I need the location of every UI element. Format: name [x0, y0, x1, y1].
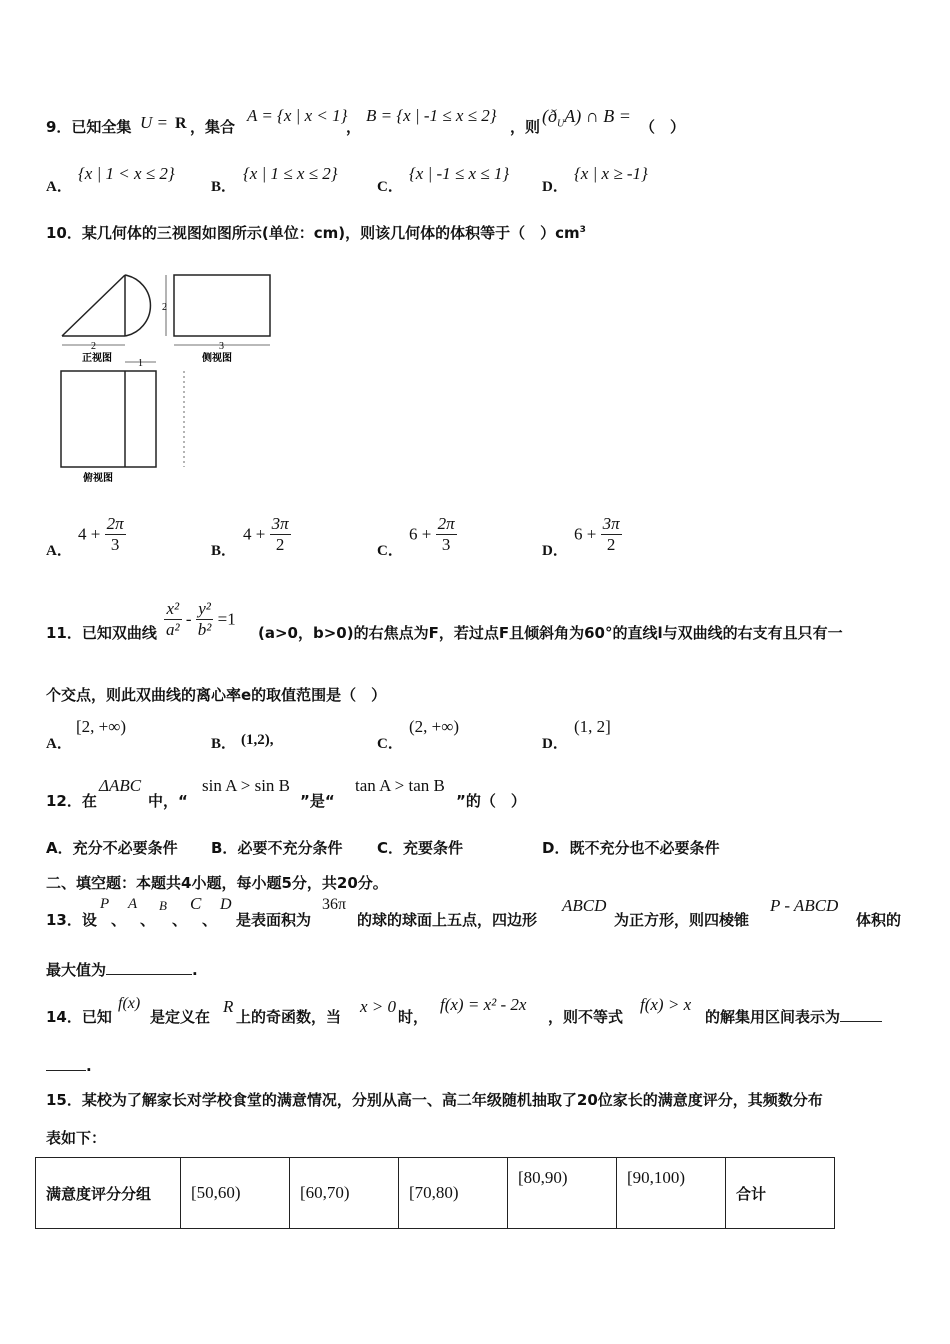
dim-label-2b: 2 [162, 302, 167, 313]
front-view-semicircle [125, 275, 150, 336]
q13-answer-blank[interactable] [106, 960, 192, 975]
q10-option-b: 4 + $\frac{3\pi}{2}$ [243, 514, 289, 554]
q9-set-label: ，集合 [190, 118, 236, 136]
q14-stem-mid2: 上的奇函数，当 [236, 1008, 342, 1026]
section-2-heading: 二、填空题：本题共4小题，每小题5分，共20分。 [46, 874, 388, 892]
q13-surface-area: 36π [322, 896, 347, 913]
q10-option-d-label: D． [542, 543, 568, 559]
q12-triangle: ΔABC [99, 776, 142, 795]
dim-label-1: 1 [138, 358, 143, 369]
q14-line2: . [46, 1056, 92, 1075]
q11-option-b: (1,2), [241, 732, 274, 748]
q9-option-a: {x | 1 < x ≤ 2} [78, 164, 175, 183]
q9-option-b-label: B． [211, 179, 237, 195]
q9-option-a-label: A． [46, 179, 72, 195]
q12-condition-tan: tan A > tan B [355, 776, 445, 795]
q14-stem-end: 的解集用区间表示为 [705, 1006, 882, 1027]
q15-stem-line2: 表如下： [46, 1129, 107, 1147]
q12-condition-sin: sin A > sin B [202, 776, 291, 795]
q11-stem-line2: 个交点，则此双曲线的离心率e的取值范围是（ ） [46, 686, 387, 704]
q14-inequality: f(x) > x [640, 995, 692, 1014]
three-view-figure [48, 268, 288, 490]
q13-pyramid: P - ABCD [770, 896, 839, 915]
q9-real-set: R [175, 115, 187, 132]
q13-point-D: D [220, 896, 232, 913]
q11-option-a: [2, +∞) [76, 717, 127, 736]
q10-option-a-label: A． [46, 543, 72, 559]
q13-point-C: C [190, 894, 202, 913]
q11-option-d-label: D． [542, 736, 568, 752]
front-view-label: 正视图 [82, 353, 112, 364]
q14-stem-start: 14．已知 [46, 1008, 112, 1026]
dim-label-2a: 2 [91, 341, 96, 352]
q13-line2: 最大值为 . [46, 961, 198, 979]
table-cell-70-80: [70,80) [399, 1158, 508, 1229]
q11-option-c-label: C． [377, 736, 403, 752]
q11-hyperbola-equation: $\frac{\text{x²}}{\text{a²}}$ - $\frac{\text{y²}}{\text{b²}}$ =1 [166, 599, 236, 639]
q14-answer-blank[interactable] [840, 1007, 882, 1022]
dim-label-3: 3 [219, 341, 224, 352]
q13-stem-mid2: 的球的球面上五点，四边形 [357, 911, 538, 929]
q9-set-A: A = {x | x < 1} [247, 106, 348, 125]
side-view-rect [174, 275, 270, 336]
q11-stem-rest: (a>0，b>0)的右焦点为F，若过点F且倾斜角为60°的直线l与双曲线的右支有且只有一 [258, 624, 843, 642]
q13-stem-mid1: 是表面积为 [236, 911, 312, 929]
q10-option-b-label: B． [211, 543, 237, 559]
q13-stem-end: 体积的 [856, 911, 902, 929]
front-view-slant-edge [62, 275, 125, 336]
q9-universal-set: U = [140, 113, 168, 132]
q9-option-c: {x | -1 ≤ x ≤ 1} [409, 164, 510, 183]
q14-stem-mid1: 是定义在 [150, 1008, 211, 1026]
q12-stem-end: ”的（ ） [456, 792, 526, 810]
q11-option-d: (1, 2] [574, 717, 611, 736]
q13-sep-4: 、 [202, 911, 218, 929]
top-view-label: 俯视图 [83, 473, 113, 484]
table-cell-60-70: [60,70) [290, 1158, 399, 1229]
q9-option-b: {x | 1 ≤ x ≤ 2} [243, 164, 338, 183]
q9-comma: ， [346, 118, 362, 136]
q13-square: ABCD [562, 896, 607, 915]
q12-option-a: A．充分不必要条件 [46, 839, 178, 857]
q13-sep-2: 、 [140, 911, 156, 929]
q13-sep-3: 、 [172, 911, 188, 929]
q12-stem-start: 12．在 [46, 792, 97, 810]
q14-definition: f(x) = x² - 2x [440, 995, 527, 1014]
table-cell-90-100: [90,100) [617, 1158, 726, 1229]
q9-complement: $(ð_UA)$ ∩ B = [542, 106, 631, 130]
q11-option-b-label: B． [211, 736, 237, 752]
q10-option-a: 4 + $\frac{2\pi}{3}$ [78, 514, 124, 554]
q12-option-b: B．必要不充分条件 [211, 839, 343, 857]
q14-real-R: R [223, 997, 234, 1016]
q12-mid1: 中，“ [148, 792, 188, 810]
q14-stem-mid3: 时， [398, 1008, 429, 1026]
q9-number-text: 9．已知全集 [46, 118, 132, 136]
q9-option-d: {x | x ≥ -1} [574, 164, 648, 183]
q13-point-P: P [100, 896, 110, 912]
q9-option-c-label: C． [377, 179, 403, 195]
q10-option-c: 6 + $\frac{2\pi}{3}$ [409, 514, 455, 554]
q14-function: f(x) [118, 995, 141, 1012]
side-view-label: 侧视图 [202, 353, 232, 364]
table-cell-80-90: [80,90) [508, 1158, 617, 1229]
frequency-table [35, 1157, 835, 1229]
table-cell-total: 合计 [726, 1158, 835, 1229]
table-header-cell: 满意度评分分组 [36, 1158, 181, 1229]
q13-sep-1: 、 [111, 911, 127, 929]
top-view-rect [61, 371, 156, 467]
table-cell-50-60: [50,60) [181, 1158, 290, 1229]
q10-option-c-label: C． [377, 543, 403, 559]
q11-option-a-label: A． [46, 736, 72, 752]
q10-stem: 10．某几何体的三视图如图所示(单位：cm)，则该几何体的体积等于（ ）$cm^3$ [46, 224, 586, 242]
q13-point-A: A [128, 896, 138, 912]
q9-option-d-label: D． [542, 179, 568, 195]
q13-stem-start: 13．设 [46, 911, 97, 929]
q13-stem-mid3: 为正方形，则四棱锥 [614, 911, 750, 929]
q14-condition: x > 0 [360, 997, 397, 1016]
q13-point-B: B [159, 898, 167, 913]
q11-stem-start: 11．已知双曲线 [46, 624, 157, 642]
q14-answer-blank-cont[interactable] [46, 1056, 86, 1071]
q12-option-d: D．既不充分也不必要条件 [542, 839, 720, 857]
q12-option-c: C．充要条件 [377, 839, 464, 857]
q11-option-c: (2, +∞) [409, 717, 460, 736]
q9-answer-paren: （ ） [640, 118, 686, 136]
q9-set-B: B = {x | -1 ≤ x ≤ 2} [366, 106, 497, 125]
q9-then: ，则 [510, 118, 541, 136]
q15-stem-line1: 15．某校为了解家长对学校食堂的满意情况，分别从高一、高二年级随机抽取了20位家长的满意度评分，其频数分布 [46, 1091, 823, 1109]
q12-mid2: ”是“ [300, 792, 335, 810]
q14-stem-mid4: ，则不等式 [548, 1008, 624, 1026]
q10-option-d: 6 + $\frac{3\pi}{2}$ [574, 514, 620, 554]
table-row [36, 1158, 835, 1229]
